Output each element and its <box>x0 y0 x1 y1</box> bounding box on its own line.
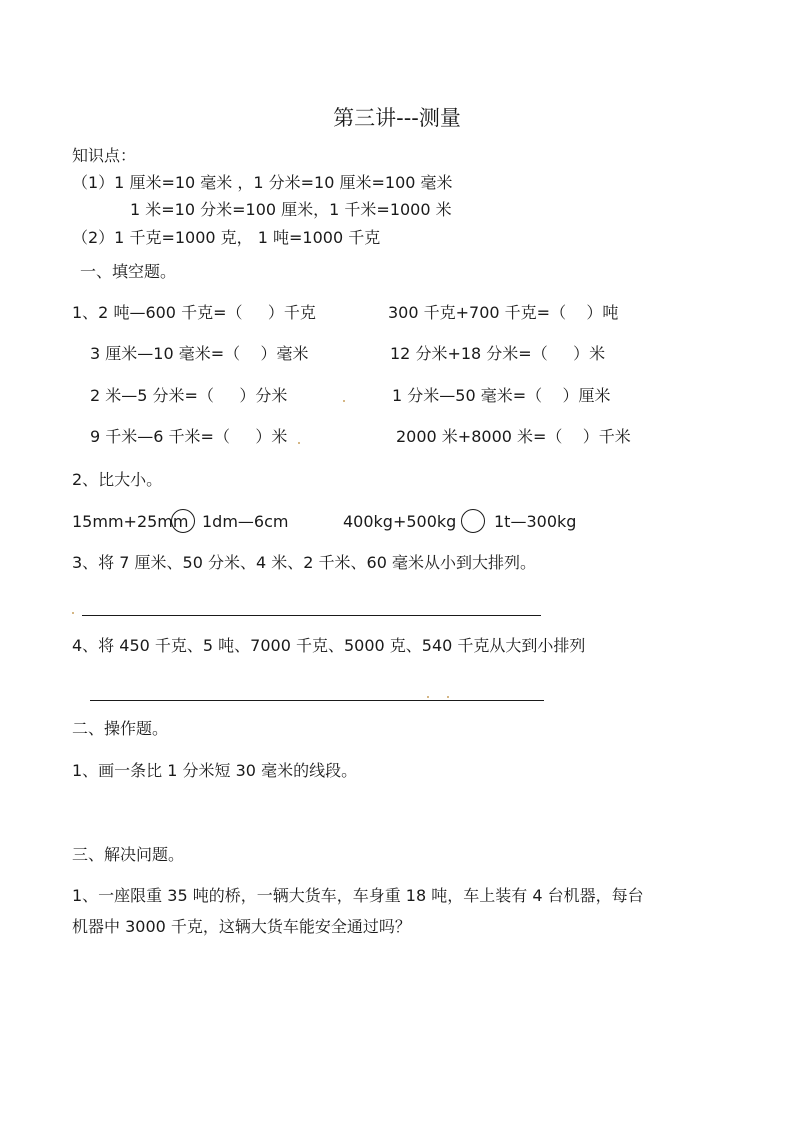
speck <box>72 612 74 614</box>
problem-1-line-1: 1、一座限重 35 吨的桥，一辆大货车，车身重 18 吨，车上装有 4 台机器，每台 <box>72 886 644 905</box>
compare-circle-b[interactable] <box>461 509 485 533</box>
answer-line-1[interactable] <box>82 615 541 616</box>
fill-blank-3a: 2 米—5 分米=（ ）分米 <box>90 386 288 405</box>
compare-right-a: 1dm—6cm <box>202 512 289 531</box>
speck <box>427 696 429 698</box>
compare-heading: 2、比大小。 <box>72 470 163 489</box>
fill-blank-1b: 300 千克+700 千克=（ ）吨 <box>388 303 619 322</box>
compare-circle-a[interactable] <box>171 509 195 533</box>
compare-right-b: 1t—300kg <box>494 512 577 531</box>
compare-left-a: 15mm+25mm <box>72 512 189 531</box>
knowledge-line-2: 1 米=10 分米=100 厘米，1 千米=1000 米 <box>130 200 452 219</box>
order-question-2: 4、将 450 千克、5 吨、7000 千克、5000 克、540 千克从大到小排列 <box>72 636 586 655</box>
fill-blank-1a: 1、2 吨—600 千克=（ ）千克 <box>72 303 316 322</box>
order-question-1: 3、将 7 厘米、50 分米、4 米、2 千米、60 毫米从小到大排列。 <box>72 553 536 572</box>
speck <box>343 400 345 402</box>
section-1-heading: 一、填空题。 <box>80 262 177 281</box>
page-title: 第三讲---测量 <box>333 106 461 130</box>
fill-blank-2a: 3 厘米—10 毫米=（ ）毫米 <box>90 344 309 363</box>
speck <box>298 442 300 444</box>
speck <box>447 696 449 698</box>
section-2-heading: 二、操作题。 <box>72 719 169 738</box>
operation-question-1: 1、画一条比 1 分米短 30 毫米的线段。 <box>72 761 358 780</box>
section-3-heading: 三、解决问题。 <box>72 845 185 864</box>
problem-1-line-2: 机器中 3000 千克，这辆大货车能安全通过吗？ <box>72 917 411 936</box>
fill-blank-3b: 1 分米—50 毫米=（ ）厘米 <box>392 386 611 405</box>
fill-blank-4a: 9 千米—6 千米=（ ）米 <box>90 427 288 446</box>
knowledge-heading: 知识点： <box>72 146 137 165</box>
fill-blank-4b: 2000 米+8000 米=（ ）千米 <box>396 427 631 446</box>
answer-line-2[interactable] <box>90 700 544 701</box>
knowledge-line-1: （1）1 厘米=10 毫米 ，1 分米=10 厘米=100 毫米 <box>72 173 453 192</box>
fill-blank-2b: 12 分米+18 分米=（ ）米 <box>390 344 606 363</box>
knowledge-line-3: （2）1 千克=1000 克， 1 吨=1000 千克 <box>72 228 381 247</box>
compare-left-b: 400kg+500kg <box>343 512 457 531</box>
